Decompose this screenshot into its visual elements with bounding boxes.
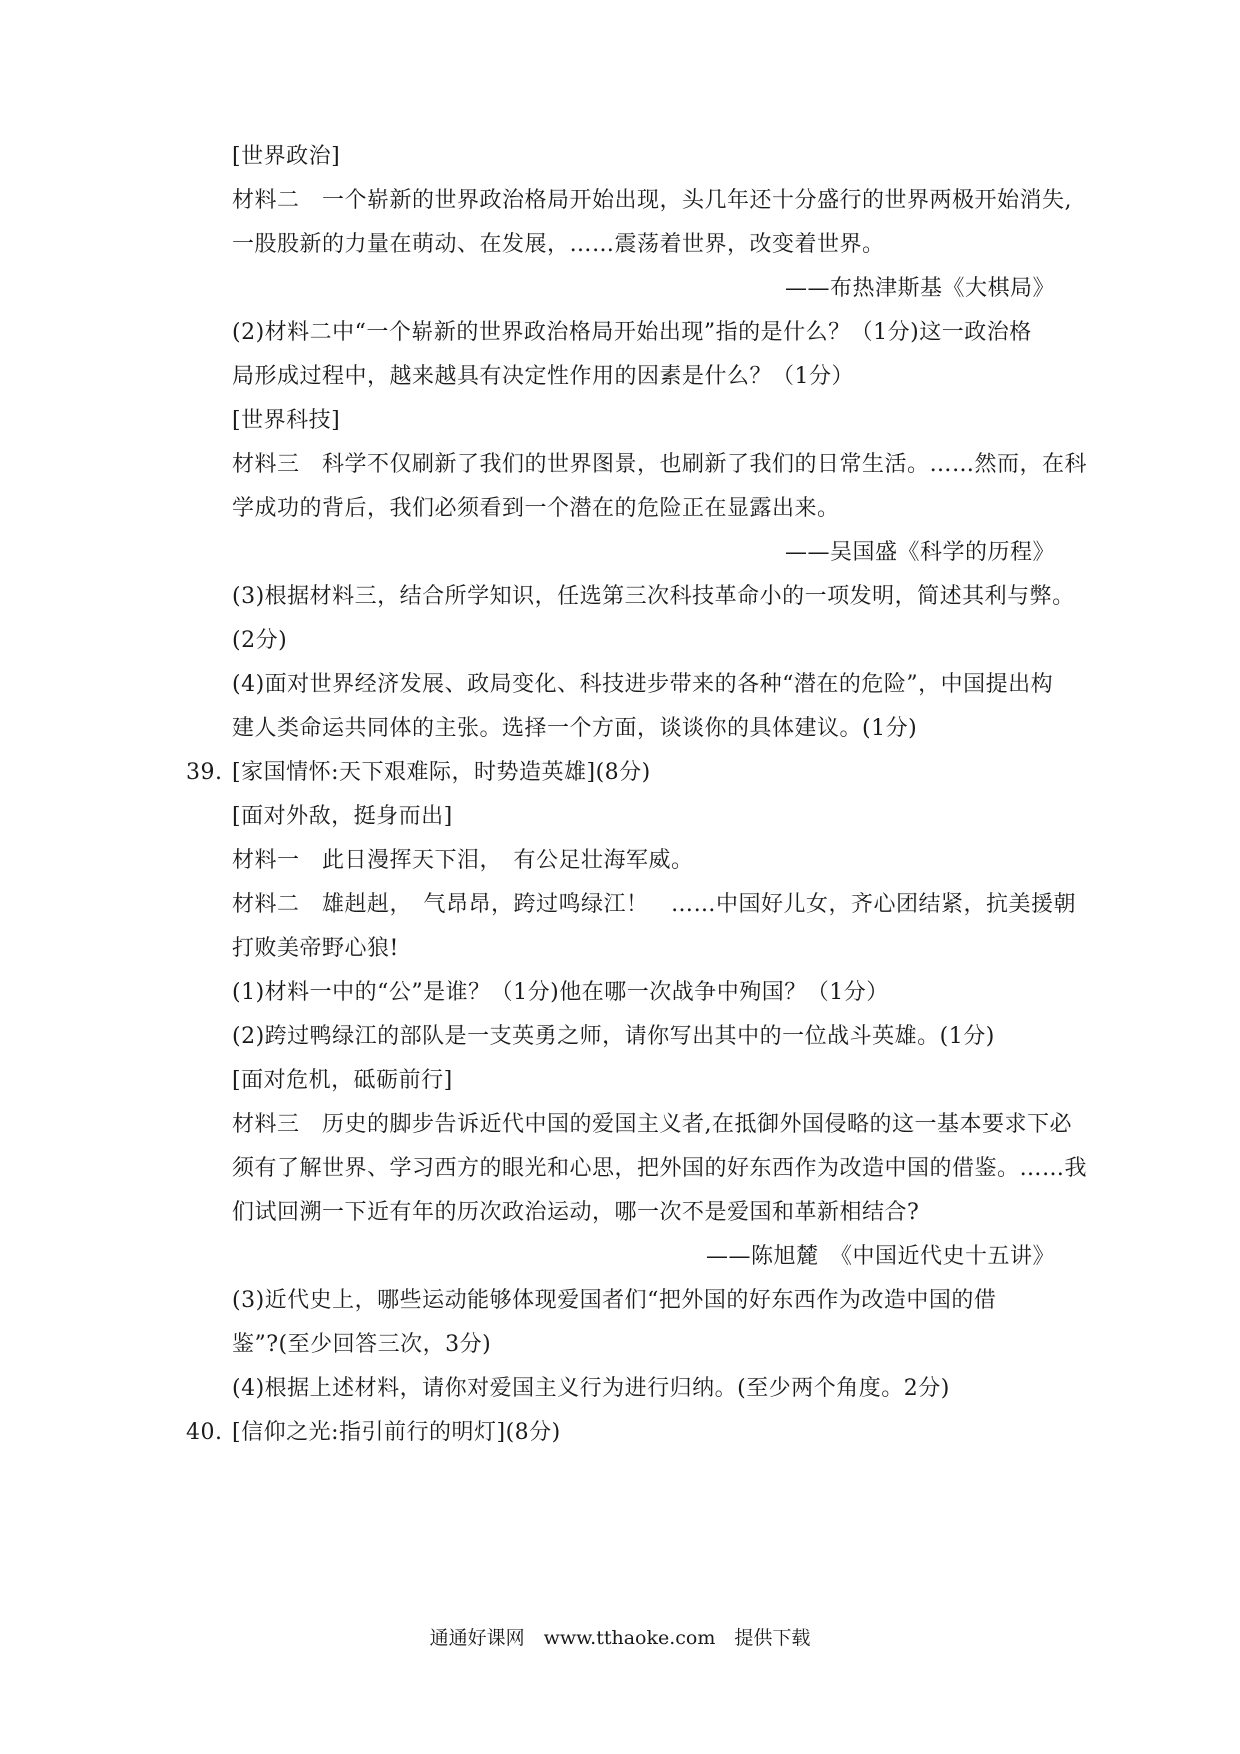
material-three-history-line-1: 材料三 历史的脚步告诉近代中国的爱国主义者,在抵御外国侵略的这一基本要求下必 (232, 1112, 1072, 1137)
question-3-line-1: (3)根据材料三，结合所学知识，任选第三次科技革命小的一项发明，简述其利与弊。 (232, 584, 1075, 609)
material-three-history-source: ——陈旭麓 《中国近代史十五讲》 (705, 1244, 1055, 1269)
question-39-3-line-2: 鉴”?(至少回答三次，3分) (232, 1332, 492, 1357)
material-three-tech-line-2: 学成功的背后，我们必须看到一个潜在的危险正在显露出来。 (232, 496, 840, 521)
material-three-history-line-3: 们试回溯一下近有年的历次政治运动，哪一次不是爱国和革新相结合? (232, 1200, 920, 1225)
material-two-song-line-1: 材料二 雄赳赳， 气昂昂，跨过鸣绿江！ ……中国好儿女，齐心团结紧，抗美援朝 (232, 892, 1077, 917)
material-two-politics-source: ——布热津斯基《大棋局》 (784, 276, 1055, 301)
question-4-line-2: 建人类命运共同体的主张。选择一个方面，谈谈你的具体建议。(1分) (232, 716, 918, 741)
material-two-politics-line-1: 材料二 一个崭新的世界政治格局开始出现，头几年还十分盛行的世界两极开始消失, (232, 188, 1072, 213)
material-one-hero: 材料一 此日漫挥天下泪， 有公足壮海军威。 (232, 848, 694, 873)
footer-download-note: 通通好课网 www.tthaoke.com 提供下载 (429, 1627, 811, 1649)
question-39-title: [家国情怀:天下艰难际，时势造英雄](8分) (232, 760, 651, 785)
section-heading-world-tech: [世界科技] (232, 408, 341, 433)
question-39-number: 39. (186, 760, 223, 785)
material-three-tech-source: ——吴国盛《科学的历程》 (784, 540, 1055, 565)
question-40-title: [信仰之光:指引前行的明灯](8分) (232, 1420, 561, 1445)
question-39-4: (4)根据上述材料，请你对爱国主义行为进行归纳。(至少两个角度。2分) (232, 1376, 950, 1401)
question-40-number: 40. (186, 1420, 223, 1445)
section-heading-face-crisis: [面对危机，砥砺前行] (232, 1068, 453, 1093)
question-2-line-2: 局形成过程中，越来越具有决定性作用的因素是什么？（1分） (232, 364, 854, 389)
question-4-line-1: (4)面对世界经济发展、政局变化、科技进步带来的各种“潜在的危险”，中国提出构 (232, 672, 1054, 697)
material-three-tech-line-1: 材料三 科学不仅刷新了我们的世界图景，也刷新了我们的日常生活。……然而，在科 (232, 452, 1088, 477)
question-39-1: (1)材料一中的“公”是谁？（1分)他在哪一次战争中殉国？（1分） (232, 980, 889, 1005)
material-two-politics-line-2: 一股股新的力量在萌动、在发展，……震荡着世界，改变着世界。 (232, 232, 885, 257)
question-2-line-1: (2)材料二中“一个崭新的世界政治格局开始出现”指的是什么？（1分)这一政治格 (232, 320, 1032, 345)
question-39-3-line-1: (3)近代史上，哪些运动能够体现爱国者们“把外国的好东西作为改造中国的借 (232, 1288, 997, 1313)
question-39-2: (2)跨过鸭绿江的部队是一支英勇之师，请你写出其中的一位战斗英雄。(1分) (232, 1024, 995, 1049)
section-heading-world-politics: [世界政治] (232, 144, 341, 169)
section-heading-face-enemy: [面对外敌，挺身而出] (232, 804, 453, 829)
material-three-history-line-2: 须有了解世界、学习西方的眼光和心思，把外国的好东西作为改造中国的借鉴。……我 (232, 1156, 1088, 1181)
question-3-line-2: (2分) (232, 628, 288, 653)
material-two-song-line-2: 打败美帝野心狼! (232, 936, 399, 961)
